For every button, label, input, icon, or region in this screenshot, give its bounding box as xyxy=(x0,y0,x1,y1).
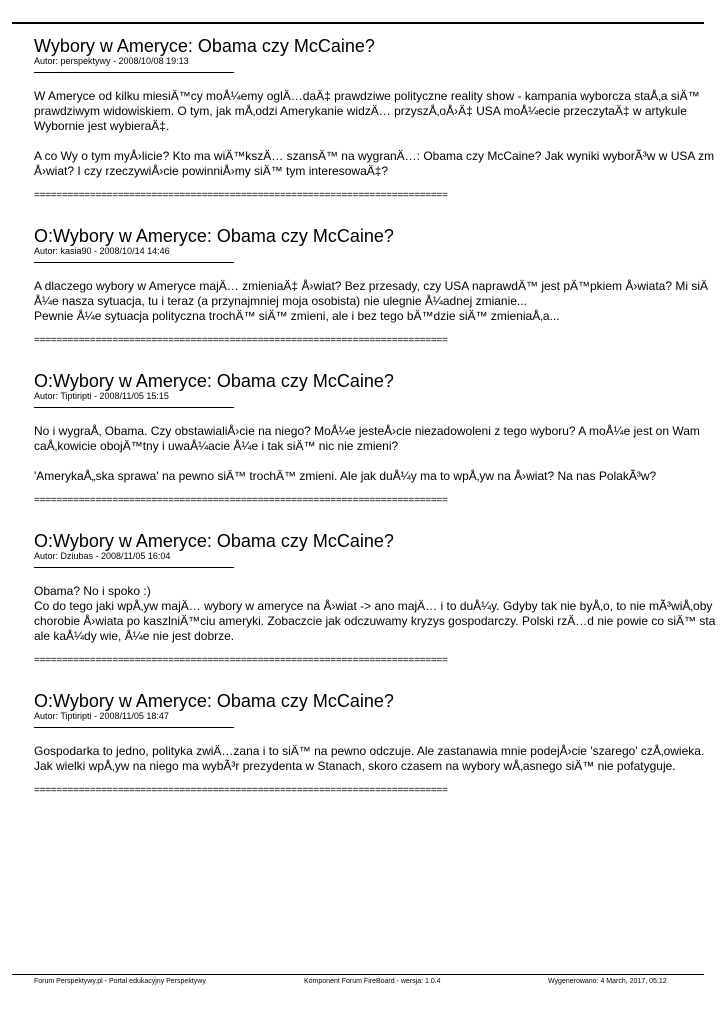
post-header-rule xyxy=(34,727,234,728)
post-text-line: Obama? No i spoko :) xyxy=(34,584,151,598)
post-title: Wybory w Ameryce: Obama czy McCaine? xyxy=(34,36,375,56)
post-body xyxy=(34,584,725,644)
post-text-line: caÅ‚kowicie obojÄ™tny i uwaÅ¼acie Å¼e i tak siÄ™ nic nie zmieni? xyxy=(34,439,399,453)
post-paragraph xyxy=(34,469,725,484)
post-body xyxy=(34,89,725,179)
footer-site-name: Forum Perspektywy.pl - Portal edukacyjny Perspektywy xyxy=(34,978,206,985)
post-title: O:Wybory w Ameryce: Obama czy McCaine? xyxy=(34,691,394,711)
post-header-rule xyxy=(34,567,234,568)
post-text-line: ale kaÅ¼dy wie, Å¼e nie jest dobrze. xyxy=(34,629,235,643)
post-text-line: Å›wiat? I czy rzeczywiÅ›cie powinniÅ›my siÄ™ tym interesowaÄ‡? xyxy=(34,164,389,178)
post-author-meta: Autor: kasia90 - 2008/10/14 14:46 xyxy=(34,246,170,256)
post-header-rule xyxy=(34,407,234,408)
footer-component-version: Komponent Forum FireBoard - wersja: 1.0.4 xyxy=(304,978,441,985)
post-title: O:Wybory w Ameryce: Obama czy McCaine? xyxy=(34,226,394,246)
post-separator: ========================================================================== xyxy=(34,190,448,201)
post-body xyxy=(34,424,725,484)
post-body xyxy=(34,744,725,774)
post-author-meta: Autor: Tiptiripti - 2008/11/05 18:47 xyxy=(34,711,169,721)
post-separator: ========================================================================== xyxy=(34,335,448,346)
post-author-meta: Autor: Tiptiripti - 2008/11/05 15:15 xyxy=(34,391,169,401)
post-text-line: No i wygraÅ‚ Obama. Czy obstawialiÅ›cie na niego? MoÅ¼e jesteÅ›cie niezadowoleni z tego wyboru? A moÅ¼e jest on Wam xyxy=(34,424,700,438)
post-author-meta: Autor: perspektywy - 2008/10/08 19:13 xyxy=(34,56,189,66)
post-paragraph xyxy=(34,744,725,774)
post-text-line: Gospodarka to jedno, polityka zwiÄ…zana i to siÄ™ na pewno odczuje. Ale zastanawia mnie podejÅ›cie 'szarego' czÅ‚owieka. xyxy=(34,744,705,758)
post-text-line: chorobie Å›wiata po kaszlniÄ™ciu ameryki. Zobaczcie jak odczuwamy kryzys gospodarczy. Polski rzÄ…d nie powie co siÄ™ sta xyxy=(34,614,716,628)
post-paragraph xyxy=(34,279,725,324)
forum-post xyxy=(34,531,725,666)
post-text-line: Wybornie jest wybieraÄ‡. xyxy=(34,119,170,133)
forum-post xyxy=(34,691,725,796)
post-paragraph xyxy=(34,424,725,454)
post-paragraph xyxy=(34,584,725,644)
post-author-meta: Autor: Dziubas - 2008/11/05 16:04 xyxy=(34,551,171,561)
top-rule xyxy=(12,22,704,24)
post-header-rule xyxy=(34,72,234,73)
post-separator: ========================================================================== xyxy=(34,655,448,666)
post-title: O:Wybory w Ameryce: Obama czy McCaine? xyxy=(34,531,394,551)
forum-post xyxy=(34,36,725,201)
post-body xyxy=(34,279,725,324)
post-text-line: A co Wy o tym myÅ›licie? Kto ma wiÄ™kszÄ… szansÄ™ na wygranÄ…: Obama czy McCaine? Jak wyniki wyborÃ³w w USA zm xyxy=(34,149,715,163)
forum-post xyxy=(34,226,725,346)
footer-generated-date: Wygenerowano: 4 March, 2017, 05:12 xyxy=(548,978,667,985)
post-separator: ========================================================================== xyxy=(34,495,448,506)
post-paragraph xyxy=(34,149,725,179)
post-text-line: 'AmerykaÅ„ska sprawa' na pewno siÄ™ trochÄ™ zmieni. Ale jak duÅ¼y ma to wpÅ‚yw na Å›wiat? Na nas PolakÃ³w? xyxy=(34,469,657,483)
post-text-line: Jak wielki wpÅ‚yw na niego ma wybÃ³r prezydenta w Stanach, skoro czasem na wybory wÅ‚asnego siÄ™ nie pofatyguje. xyxy=(34,759,676,773)
post-title: O:Wybory w Ameryce: Obama czy McCaine? xyxy=(34,371,394,391)
post-text-line: W Ameryce od kilku miesiÄ™cy moÅ¼emy oglÄ…daÄ‡ prawdziwe polityczne reality show - kampania wyborcza staÅ‚a siÄ™ xyxy=(34,89,700,103)
footer-rule xyxy=(12,974,704,975)
post-text-line: Å¼e nasza sytuacja, tu i teraz (a przynajmniej moja osobista) nie ulegnie Å¼adnej zmianie... xyxy=(34,294,527,308)
post-paragraph xyxy=(34,89,725,134)
forum-post xyxy=(34,371,725,506)
post-text-line: Co do tego jaki wpÅ‚yw majÄ… wybory w ameryce na Å›wiat -> ano majÄ… i to duÅ¼y. Gdyby tak nie byÅ‚o, to nie mÃ³wiÅ‚oby xyxy=(34,599,713,613)
post-list xyxy=(34,36,725,821)
post-text-line: Pewnie Å¼e sytuacja polityczna trochÄ™ siÄ™ zmieni, ale i bez tego bÄ™dzie siÄ™ zmieniaÅ‚a... xyxy=(34,309,560,323)
post-separator: ========================================================================== xyxy=(34,785,448,796)
post-text-line: A dlaczego wybory w Ameryce majÄ… zmieniaÄ‡ Å›wiat? Bez przesady, czy USA naprawdÄ™ jest pÄ™pkiem Å›wiata? Mi siÄ xyxy=(34,279,709,293)
post-header-rule xyxy=(34,262,234,263)
post-text-line: prawdziwym widowiskiem. O tym, jak mÅ‚odzi Amerykanie widzÄ… przyszÅ‚oÅ›Ä‡ USA moÅ¼ecie przeczytaÄ‡ w artykule xyxy=(34,104,687,118)
